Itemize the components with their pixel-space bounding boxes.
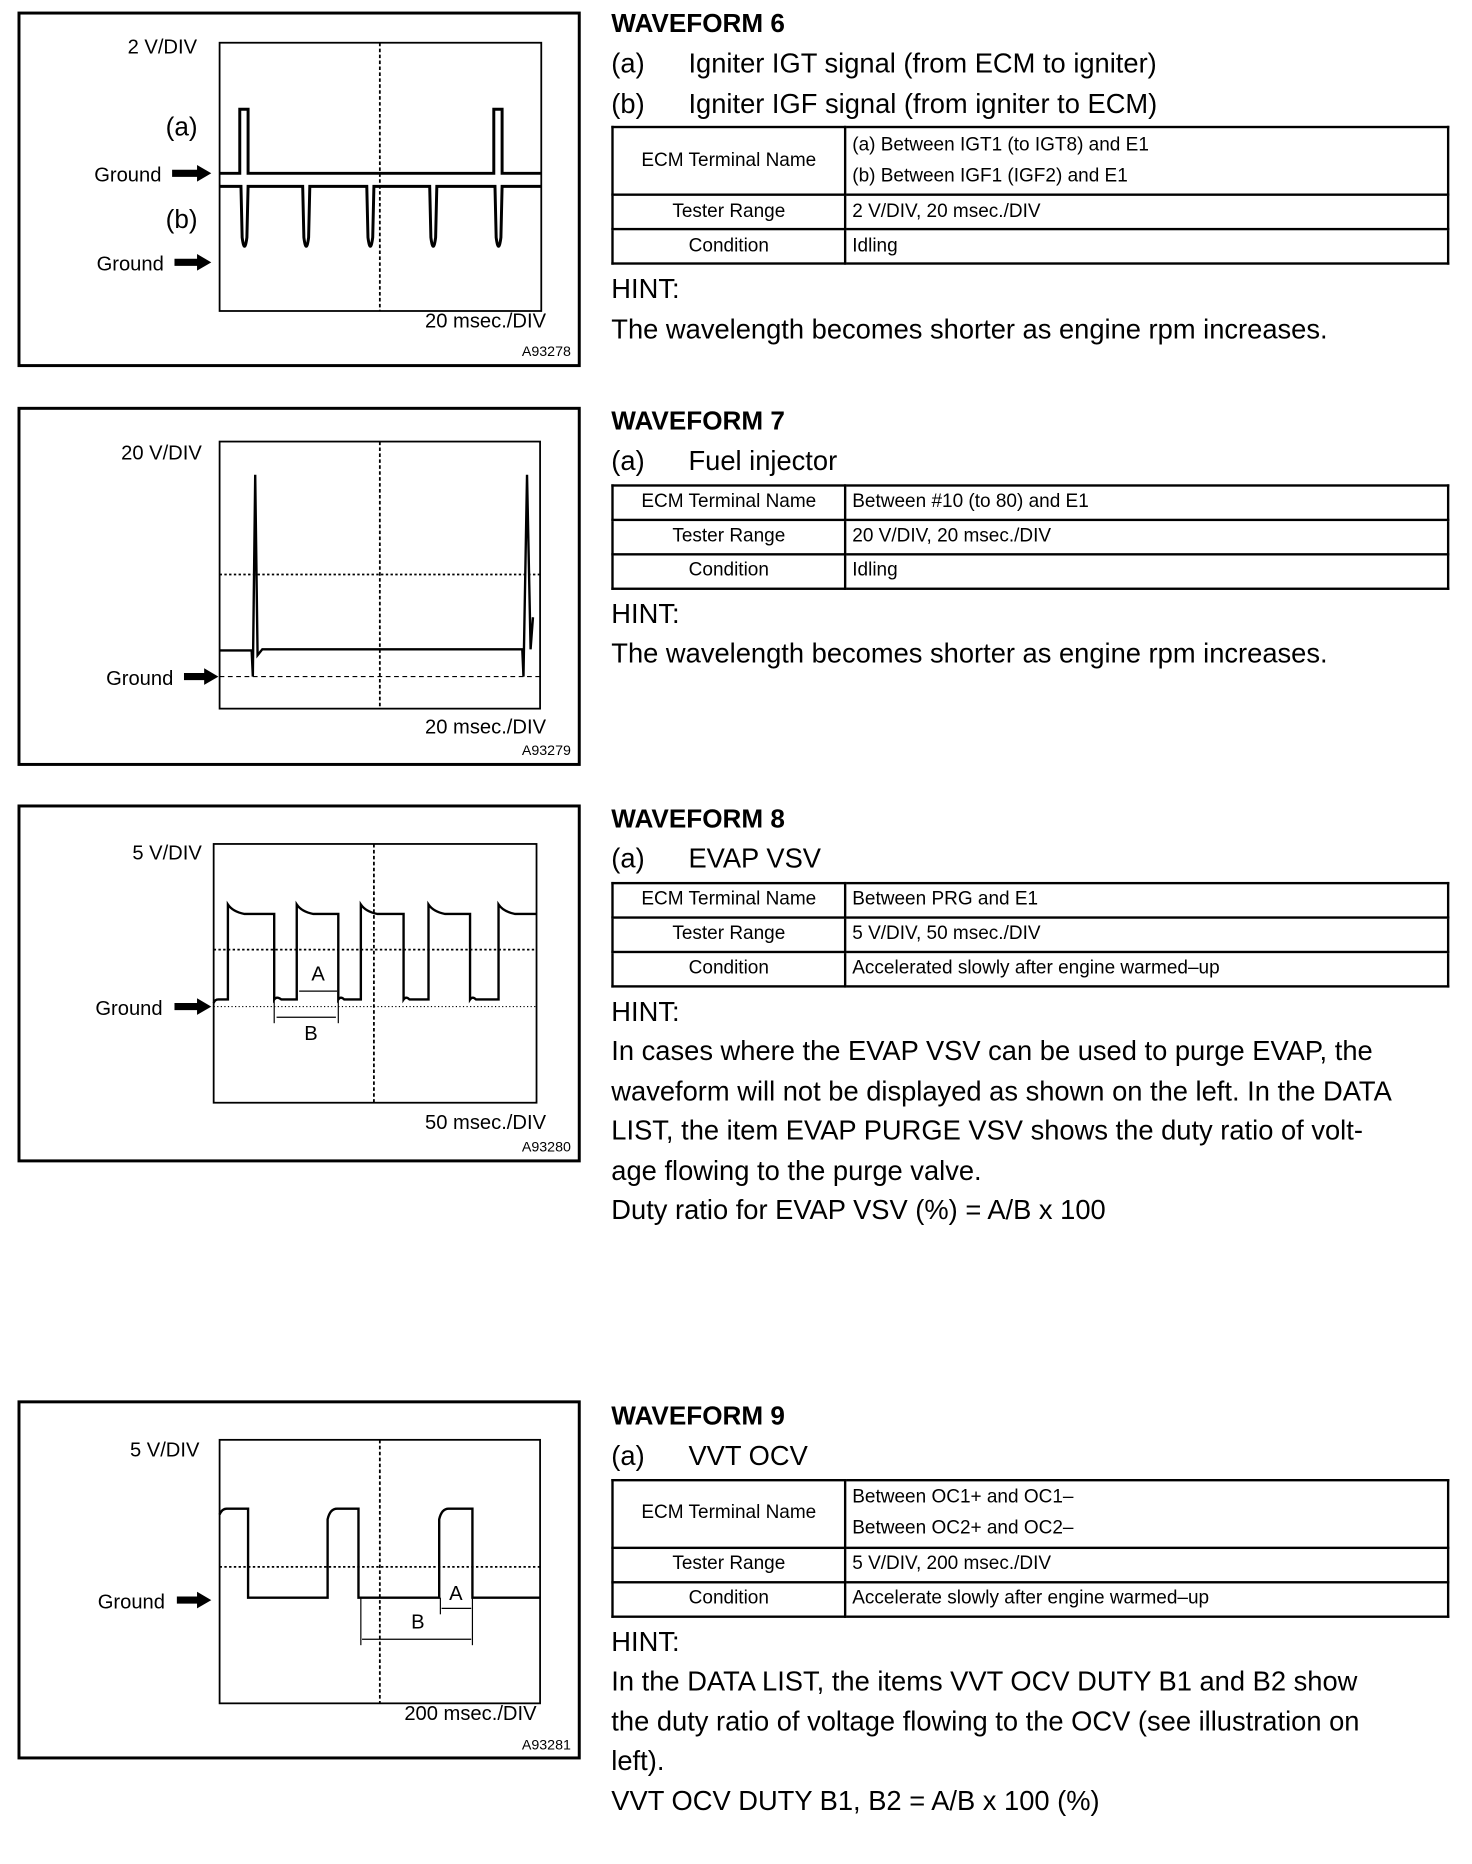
trace-b-label: (b): [165, 203, 198, 234]
section-title: WAVEFORM 9: [611, 1400, 785, 1431]
range-value: 5 V/DIV, 50 msec./DIV: [845, 917, 1448, 951]
condition-value: Idling: [845, 554, 1448, 588]
section-title: WAVEFORM 8: [611, 803, 785, 834]
spec-table: [611, 881, 1449, 987]
arrow-right-icon: [174, 254, 211, 271]
spec-table: [611, 1478, 1449, 1617]
trace-a-label: (a): [165, 111, 198, 142]
ecm-value: Between #10 (to 80) and E1: [845, 485, 1448, 519]
item-text: EVAP VSV: [688, 842, 821, 874]
waveform-9-section: [611, 1396, 1449, 1822]
hint-text: The wavelength becomes shorter as engine rpm increases.: [611, 637, 1328, 669]
ecm-value-line: (a) Between IGT1 (to IGT8) and E1: [852, 134, 1149, 155]
b-marker-label: B: [411, 1611, 425, 1634]
ground-label: Ground: [97, 1591, 165, 1614]
ecm-label: ECM Terminal Name: [612, 485, 845, 519]
ecm-label: ECM Terminal Name: [612, 1480, 845, 1548]
condition-value: Accelerate slowly after engine warmed–up: [845, 1582, 1448, 1616]
hint-label: HINT:: [611, 273, 680, 304]
item-text: Igniter IGT signal (from ECM to igniter): [688, 47, 1157, 79]
condition-label: Condition: [612, 554, 845, 588]
item-label: (a): [611, 842, 645, 874]
tdiv-label: 50 msec./DIV: [425, 1111, 547, 1134]
hint-text: the duty ratio of voltage flowing to the OCV (see illustration on: [611, 1705, 1360, 1737]
section-title: WAVEFORM 7: [611, 405, 785, 436]
condition-label: Condition: [612, 951, 845, 985]
ground-label: Ground: [95, 997, 163, 1020]
hint-text: In the DATA LIST, the items VVT OCV DUTY B1 and B2 show: [611, 1665, 1358, 1697]
ground-label: Ground: [106, 667, 174, 690]
item-text: Igniter IGF signal (from igniter to ECM): [688, 87, 1158, 119]
figure-id: A93281: [521, 1737, 571, 1754]
spec-table: [611, 126, 1449, 265]
vdiv-label: 2 V/DIV: [127, 36, 198, 59]
figure-waveform-8: [19, 806, 579, 1161]
signal-item: [611, 84, 1449, 124]
b-marker-label: B: [304, 1022, 318, 1045]
ecm-label: ECM Terminal Name: [612, 883, 845, 917]
hint-text: LIST, the item EVAP PURGE VSV shows the duty ratio of volt-: [611, 1114, 1363, 1146]
figure-id: A93278: [521, 344, 571, 361]
range-value: 20 V/DIV, 20 msec./DIV: [845, 519, 1448, 553]
ecm-label: ECM Terminal Name: [612, 127, 845, 195]
trace-evap: [214, 904, 537, 1003]
arrow-right-icon: [172, 165, 211, 182]
ecm-value: Between PRG and E1: [845, 883, 1448, 917]
signal-item: [611, 1436, 1449, 1476]
item-label: (a): [611, 445, 645, 476]
vdiv-label: 5 V/DIV: [132, 842, 202, 865]
condition-label: Condition: [612, 229, 845, 263]
tdiv-label: 20 msec./DIV: [425, 310, 547, 333]
figure-waveform-7: [19, 408, 579, 764]
spec-table: [611, 484, 1449, 590]
item-label: (a): [611, 1439, 645, 1471]
ground-label: Ground: [96, 253, 164, 276]
hint-label: HINT:: [611, 995, 680, 1027]
condition-label: Condition: [612, 1582, 845, 1616]
range-label: Tester Range: [612, 195, 845, 229]
range-label: Tester Range: [612, 519, 845, 553]
arrow-right-icon: [174, 998, 211, 1015]
condition-value: Idling: [845, 229, 1448, 263]
vdiv-label: 20 V/DIV: [121, 442, 202, 465]
range-value: 5 V/DIV, 200 msec./DIV: [845, 1547, 1448, 1581]
signal-item: [611, 839, 1449, 879]
item-text: VVT OCV: [688, 1439, 808, 1471]
arrow-right-icon: [177, 1592, 211, 1609]
ecm-value: [845, 1480, 1448, 1548]
hint-label: HINT:: [611, 597, 680, 629]
ecm-value: [845, 127, 1448, 195]
figure-id: A93279: [521, 742, 571, 759]
signal-item: [611, 44, 1449, 84]
ecm-value-line: Between OC1+ and OC1–: [852, 1487, 1074, 1508]
tdiv-label: 200 msec./DIV: [404, 1702, 537, 1725]
hint-label: HINT:: [611, 1625, 680, 1657]
range-label: Tester Range: [612, 917, 845, 951]
tdiv-label: 20 msec./DIV: [425, 716, 547, 739]
waveform-6-section: [611, 4, 1449, 350]
formula-text: Duty ratio for EVAP VSV (%) = A/B x 100: [611, 1194, 1106, 1226]
signal-item: [611, 442, 1449, 482]
hint-text: age flowing to the purge valve.: [611, 1154, 982, 1186]
hint-text: The wavelength becomes shorter as engine rpm increases.: [611, 312, 1328, 344]
range-label: Tester Range: [612, 1547, 845, 1581]
item-text: Fuel injector: [688, 445, 838, 476]
hint-text: left).: [611, 1745, 665, 1777]
a-marker-label: A: [311, 963, 325, 986]
figure-id: A93280: [521, 1139, 571, 1156]
ground-label: Ground: [94, 164, 162, 187]
vdiv-label: 5 V/DIV: [129, 1439, 200, 1462]
formula-text: VVT OCV DUTY B1, B2 = A/B x 100 (%): [611, 1785, 1100, 1816]
hint-text: waveform will not be displayed as shown on the left. In the DATA: [611, 1075, 1392, 1106]
item-label: (b): [611, 87, 645, 119]
condition-value: Accelerated slowly after engine warmed–up: [845, 951, 1448, 985]
section-title: WAVEFORM 6: [611, 8, 785, 38]
item-label: (a): [611, 47, 645, 79]
waveform-8-section: [611, 799, 1449, 1231]
ecm-value-line: (b) Between IGF1 (IGF2) and E1: [852, 165, 1128, 186]
waveform-7-section: [611, 401, 1449, 674]
ground-arrows: [172, 165, 218, 1608]
trace-injector: [220, 475, 533, 677]
figure-labels: [94, 36, 571, 1753]
range-value: 2 V/DIV, 20 msec./DIV: [845, 195, 1448, 229]
a-marker-label: A: [449, 1583, 463, 1606]
ecm-value-line: Between OC2+ and OC2–: [852, 1518, 1074, 1539]
hint-text: In cases where the EVAP VSV can be used to purge EVAP, the: [611, 1035, 1373, 1067]
arrow-right-icon: [184, 668, 218, 685]
